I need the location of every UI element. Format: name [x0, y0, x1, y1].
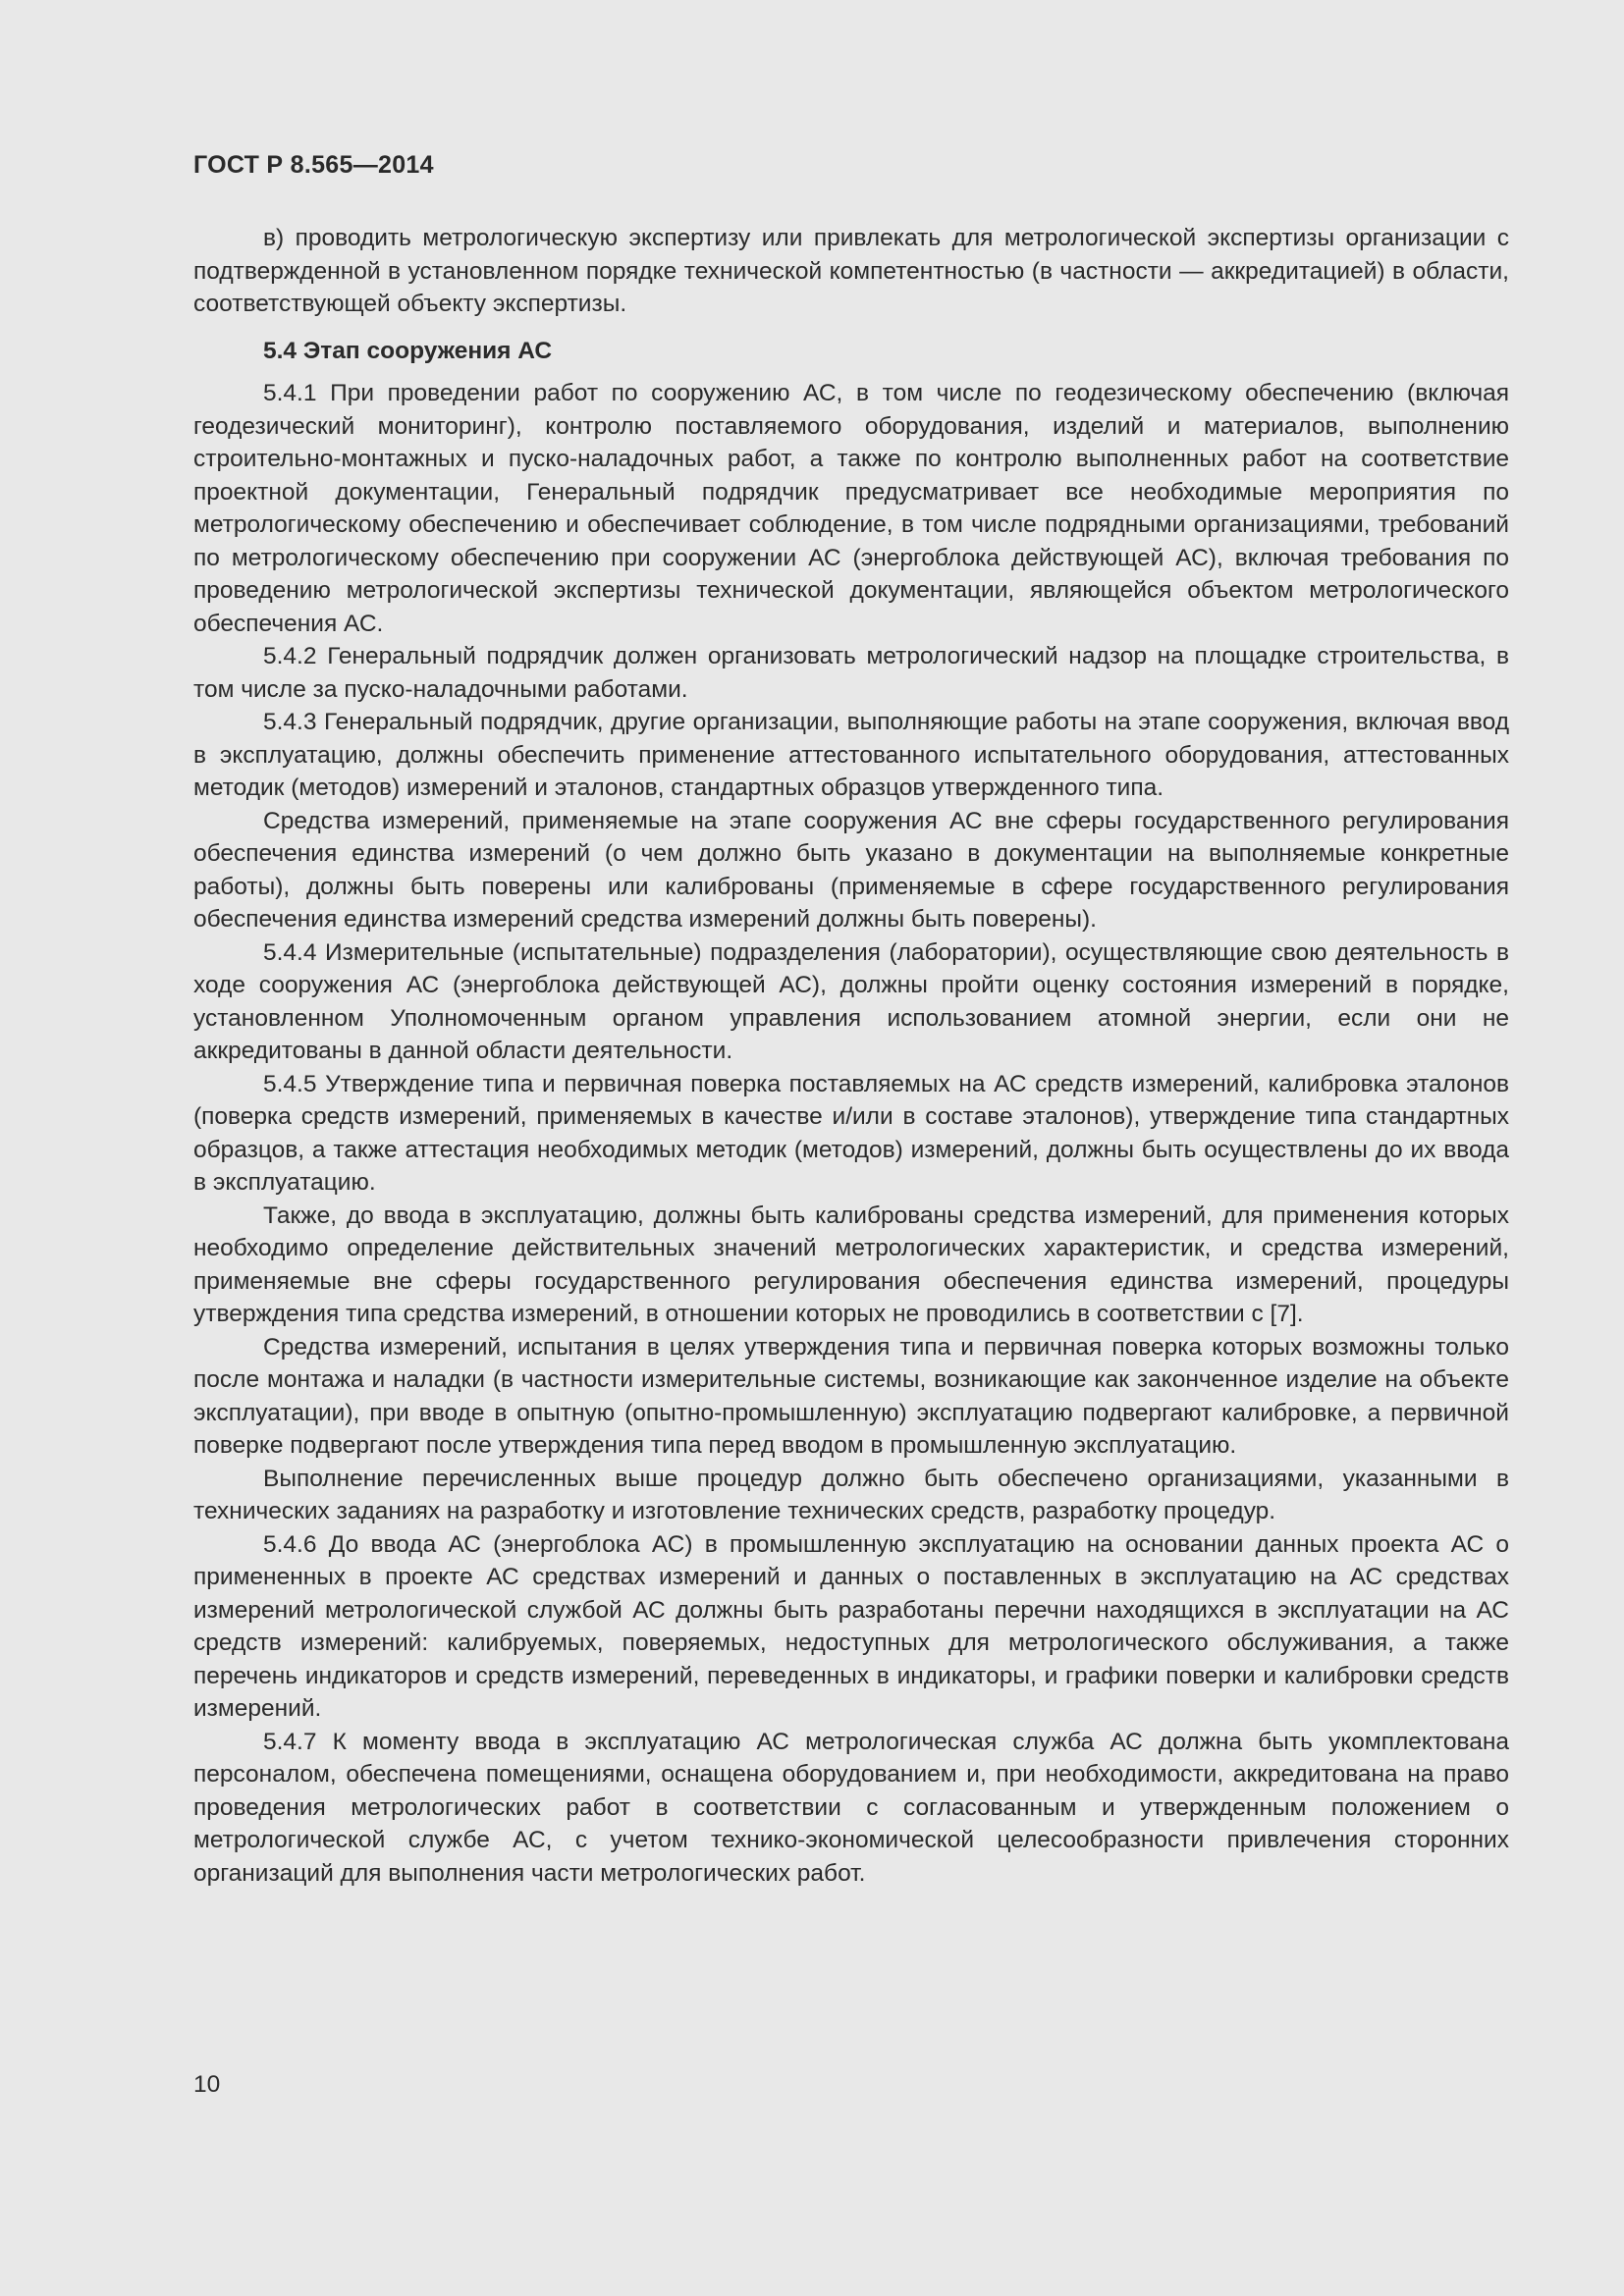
page-number: 10	[193, 2071, 221, 2098]
paragraph-5-4-3: 5.4.3 Генеральный подрядчик, другие организации, выполняющие работы на этапе сооружения, включая ввод в эксплуатацию, должны обеспечить применение аттестованного испытательного оборудования, аттестованных методик (методов) измерений и эталонов, стандартных образцов утвержденного типа.	[193, 709, 1509, 801]
paragraph-5-4-2: 5.4.2 Генеральный подрядчик должен организовать метрологический надзор на площадке строительства, в том числе за пуско-наладочными работами.	[193, 643, 1509, 703]
paragraph-5-4-4: 5.4.4 Измерительные (испытательные) подразделения (лаборатории), осуществляющие свою деятельность в ходе сооружения АС (энергоблока действующей АС), должны пройти оценку состояния измерений в порядке, установленном Уполномоченным органом управления использованием атомной энергии, если они не аккредитованы в данной области деятельности.	[193, 938, 1509, 1064]
document-header: ГОСТ Р 8.565—2014	[193, 151, 434, 179]
paragraph-procedures-responsibility: Выполнение перечисленных выше процедур должно быть обеспечено организациями, указанными в технических заданиях на разработку и изготовление технических средств, разработку процедур.	[193, 1465, 1509, 1524]
paragraph-5-4-1: 5.4.1 При проведении работ по сооружению АС, в том числе по геодезическому обеспечению (включая геодезический мониторинг), контролю поставляемого оборудования, изделий и материалов, выполнению строительно-монтажных и пуско-наладочных работ, а также по контролю выполненных работ на соответствие проектной документации, Генеральный подрядчик предусматривает все необходимые мероприятия по метрологическому обеспечению и обеспечивает соблюдение, в том числе подрядными организациями, требований по метрологическому обеспечению при сооружении АС (энергоблока действующей АС), включая требования по проведению метрологической экспертизы технической документации, являющейся объектом метрологического обеспечения АС.	[193, 380, 1509, 637]
paragraph-calibration-before-commissioning: Также, до ввода в эксплуатацию, должны быть калиброваны средства измерений, для применения которых необходимо определение действительных значений метрологических характеристик, и средства измерений, применяемые вне сферы государственного регулирования обеспечения единства измерений, процедуры утверждения типа средства измерений, в отношении которых не проводились в соответствии с [7].	[193, 1201, 1509, 1327]
paragraph-5-4-6: 5.4.6 До ввода АС (энергоблока АС) в промышленную эксплуатацию на основании данных проекта АС о примененных в проекте АС средствах измерений и данных о поставленных в эксплуатацию на АС средствах измерений метрологической службой АС должны быть разработаны перечни находящихся в эксплуатации на АС средств измерений: калибруемых, поверяемых, недоступных для метрологического обслуживания, а также перечень индикаторов и средств измерений, переведенных в индикаторы, и графики поверки и калибровки средств измерений.	[193, 1530, 1509, 1722]
paragraph-measuring-instruments: Средства измерений, применяемые на этапе сооружения АС вне сферы государственного регулирования обеспечения единства измерений (о чем должно быть указано в документации на выполняемые конкретные работы), должны быть поверены или калиброваны (применяемые в сфере государственного регулирования обеспечения единства измерений средства измерений должны быть поверены).	[193, 807, 1509, 933]
paragraph-item-v: в) проводить метрологическую экспертизу или привлекать для метрологической экспертизы организации с подтвержденной в установленном порядке технической компетентностью (в частности — аккредитацией) в области, соответствующей объекту экспертизы.	[193, 225, 1509, 317]
paragraph-5-4-7: 5.4.7 К моменту ввода в эксплуатацию АС метрологическая служба АС должна быть укомплектована персоналом, обеспечена помещениями, оснащена оборудованием и, при необходимости, аккредитована на право проведения метрологических работ в соответствии с согласованным и утвержденным положением о метрологической службе АС, с учетом технико-экономической целесообразности привлечения сторонних организаций для выполнения части метрологических работ.	[193, 1728, 1509, 1887]
document-body	[193, 222, 1509, 1890]
paragraph-post-installation-verification: Средства измерений, испытания в целях утверждения типа и первичная поверка которых возможны только после монтажа и наладки (в частности измерительные системы, возникающие как законченное изделие на объекте эксплуатации), при вводе в опытную (опытно-промышленную) эксплуатацию подвергают калибровке, а первичной поверке подвергают после утверждения типа перед вводом в промышленную эксплуатацию.	[193, 1333, 1509, 1459]
section-heading: 5.4 Этап сооружения АС	[263, 337, 553, 364]
paragraph-5-4-5: 5.4.5 Утверждение типа и первичная поверка поставляемых на АС средств измерений, калибровка эталонов (поверка средств измерений, применяемых в качестве и/или в составе эталонов), утверждение типа стандартных образцов, а также аттестация необходимых методик (методов) измерений, должны быть осуществлены до их ввода в эксплуатацию.	[193, 1070, 1509, 1196]
